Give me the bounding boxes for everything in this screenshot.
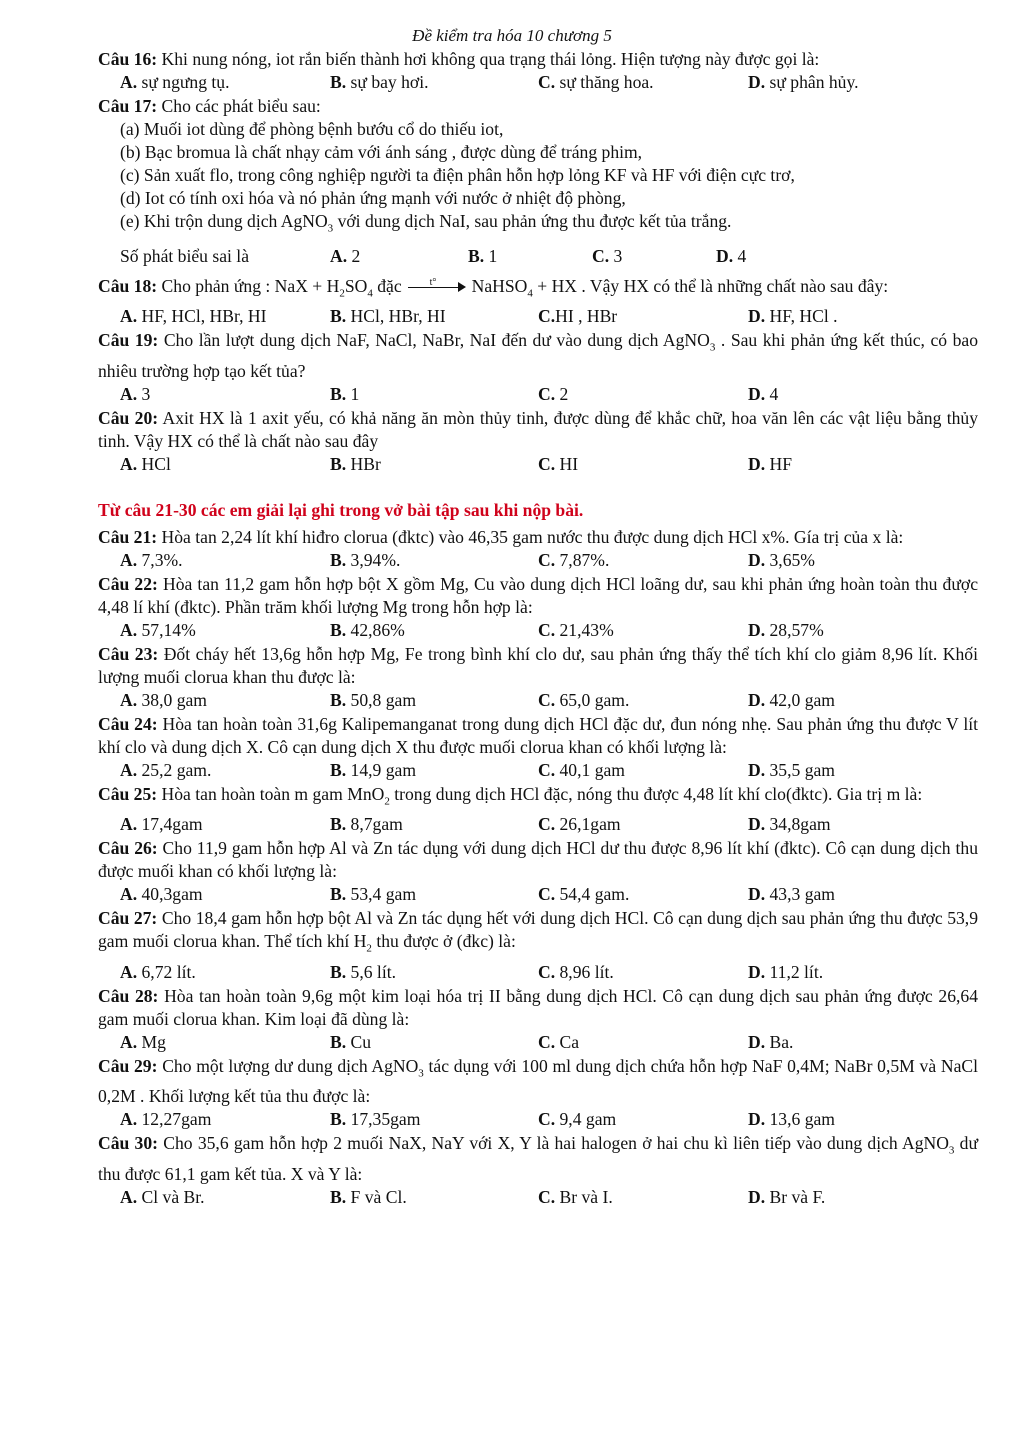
options-25	[120, 813, 978, 837]
question-number: Câu 28:	[98, 985, 159, 1006]
option-b: B. 42,86%	[330, 619, 405, 640]
question-29: Câu 29: Cho một lượng dư dung dịch AgNO$_3$ tác dụng với 100 ml dung dịch chứa hỗn hợp NaF 0,4M; NaBr 0,5M và NaCl 0,2M . Khối lượng kết tủa thu được là:	[98, 1055, 979, 1107]
option-b: B. 14,9 gam	[330, 759, 417, 780]
option-c: C. 8,96 lít.	[538, 961, 614, 982]
question-number: Câu 21:	[98, 526, 158, 547]
option-c: C. 21,43%	[538, 619, 614, 640]
question-number: Câu 16:	[98, 49, 158, 69]
option-a: A. 3	[120, 383, 151, 404]
question-number: Câu 26:	[98, 838, 158, 859]
option-d: D. 11,2 lít.	[748, 961, 824, 982]
option-c: C. 9,4 gam	[538, 1109, 617, 1130]
question-26	[98, 837, 978, 883]
option-c: C.HI , HBr	[538, 306, 618, 327]
options-24	[120, 759, 978, 783]
question-17	[98, 95, 978, 118]
statement-d: (d) Iot có tính oxi hóa và nó phản ứng mạnh với nước ở nhiệt độ phòng,	[120, 188, 626, 208]
option-a: A. 12,27gam	[120, 1109, 212, 1130]
option-c: C. 3	[592, 245, 623, 266]
question-16	[98, 48, 978, 71]
option-b: B. F và Cl.	[330, 1186, 407, 1207]
question-30: Câu 30: Cho 35,6 gam hỗn hợp 2 muối NaX, NaY với X, Y là hai halogen ở hai chu kì liên tiếp vào dung dịch AgNO$_3$ dư thu được 61,1 gam kết tủa. X và Y là:	[98, 1133, 979, 1184]
option-d: D. HF, HCl .	[748, 306, 838, 327]
question-23	[98, 643, 978, 689]
question-number: Câu 30:	[98, 1133, 158, 1154]
option-b: B. 5,6 lít.	[330, 961, 396, 982]
page-header: Đề kiểm tra hóa 10 chương 5	[412, 26, 612, 45]
option-a: A. 17,4gam	[120, 814, 203, 835]
question-number: Câu 24:	[98, 713, 158, 734]
options-30	[120, 1186, 978, 1210]
option-a: A. 6,72 lít.	[120, 961, 196, 982]
option-b: B. 50,8 gam	[330, 689, 417, 710]
question-text: Khi nung nóng, iot rắn biến thành hơi không qua trạng thái lỏng. Hiện tượng này được gọi là:	[157, 49, 820, 69]
option-c: C. Ca	[538, 1031, 580, 1052]
option-b: B. 8,7gam	[330, 814, 403, 835]
options-26	[120, 883, 978, 907]
option-b: B. HBr	[330, 453, 381, 474]
options-21	[120, 549, 978, 573]
options-22	[120, 619, 978, 643]
options-19	[120, 383, 978, 407]
option-d: D. 28,57%	[748, 619, 824, 640]
option-a: A. Cl và Br.	[120, 1186, 205, 1207]
option-d: D. Br và F.	[748, 1186, 826, 1207]
question-text: Cho các phát biểu sau:	[157, 96, 321, 116]
option-a: A. sự ngưng tụ.	[120, 72, 230, 92]
option-b: B. 53,4 gam	[330, 884, 417, 905]
statement-e: (e) Khi trộn dung dịch AgNO$_3$ với dung dịch NaI, sau phản ứng thu được kết tủa trắng.	[120, 211, 732, 235]
option-b: B. 3,94%.	[330, 549, 401, 570]
question-20	[98, 407, 978, 453]
options-27	[120, 961, 978, 985]
options-29	[120, 1108, 978, 1132]
question-text: Hòa tan hoàn toàn 9,6g một kim loại hóa trị II bằng dung dịch HCl. Cô cạn dung dịch sau phản ứng được 26,64 gam muối clorua khan. Kim loại đã dùng là:	[98, 985, 978, 1029]
option-a: A. 57,14%	[120, 619, 196, 640]
question-number: Câu 17:	[98, 96, 158, 116]
option-d: D. Ba.	[748, 1031, 794, 1052]
options-23	[120, 689, 978, 713]
option-c: C. Br và I.	[538, 1186, 613, 1207]
option-b: B. 17,35gam	[330, 1109, 421, 1130]
option-d: D. 4	[716, 245, 747, 266]
option-a: A. 7,3%.	[120, 549, 183, 570]
option-c: C. 54,4 gam.	[538, 884, 630, 905]
option-c: C. HI	[538, 453, 579, 474]
question-28	[98, 985, 978, 1031]
question-21	[98, 526, 978, 549]
question-22	[98, 573, 978, 619]
option-b: B. sự bay hơi.	[330, 72, 429, 92]
option-b: B. 1	[468, 245, 498, 266]
options-28	[120, 1031, 978, 1055]
exam-content	[98, 48, 978, 1210]
options-20	[120, 453, 978, 477]
question-number: Câu 29:	[98, 1055, 158, 1076]
option-c: C. 65,0 gam.	[538, 689, 630, 710]
question-text: Cho 11,9 gam hỗn hợp Al và Zn tác dụng với dung dịch HCl dư thu được 8,96 lít khí (đktc). Cô cạn dung dịch thu được muối khan có khối lượng là:	[98, 838, 978, 882]
option-d: D. 43,3 gam	[748, 884, 835, 905]
option-a: A. 2	[330, 245, 361, 266]
count-label: Số phát biểu sai là	[120, 245, 249, 266]
options-18	[120, 305, 978, 329]
option-d: D. 42,0 gam	[748, 689, 835, 710]
question-text: Axit HX là 1 axit yếu, có khả năng ăn mòn thủy tinh, được dùng để khắc chữ, hoa văn lên các vật liệu bằng thủy tinh. Vậy HX có thể là chất nào sau đây	[98, 407, 979, 451]
question-19: Câu 19: Cho lần lượt dung dịch NaF, NaCl, NaBr, NaI đến dư vào dung dịch AgNO$_3$ . Sau khi phản ứng kết thúc, có bao nhiêu trường hợp tạo kết tủa?	[98, 330, 978, 381]
option-d: D. 4	[748, 383, 779, 404]
section-notice: Từ câu 21-30 các em giải lại ghi trong vở bài tập sau khi nộp bài.	[98, 499, 584, 520]
option-b: B. 1	[330, 383, 360, 404]
option-d: D. 35,5 gam	[748, 759, 835, 780]
question-number: Câu 20:	[98, 407, 159, 428]
option-b: B. Cu	[330, 1031, 372, 1052]
question-number: Câu 22:	[98, 573, 158, 594]
option-c: C. 26,1gam	[538, 814, 621, 835]
option-a: A. 40,3gam	[120, 884, 203, 905]
question-number: Câu 27:	[98, 908, 158, 929]
option-d: D. 3,65%	[748, 549, 815, 570]
question-27: Câu 27: Cho 18,4 gam hỗn hợp bột Al và Zn tác dụng hết với dung dịch HCl. Cô cạn dung dịch sau phản ứng thu được 53,9 gam muối clorua khan. Thể tích khí $H_2$ thu được ở (đkc) là:	[98, 908, 978, 955]
question-text: Hòa tan hoàn toàn 31,6g Kalipemanganat trong dung dịch HCl đặc dư, đun nóng nhẹ. Sau phản ứng thu được V lít khí clo và dung dịch X. Cô cạn dung dịch X thu được muối clorua khan có khối lượng là:	[98, 713, 978, 757]
question-text: Đốt cháy hết 13,6g hỗn hợp Mg, Fe trong bình khí clo dư, sau phản ứng thấy thể tích khí clo giảm 8,96 lít. Khối lượng muối clorua khan thu được là:	[98, 643, 978, 687]
option-c: C. 7,87%.	[538, 549, 610, 570]
statement-b: (b) Bạc bromua là chất nhạy cảm với ánh sáng , được dùng để tráng phim,	[120, 142, 643, 162]
question-25: Câu 25: Hòa tan hoàn toàn m gam MnO$_2$ trong dung dịch HCl đặc, nóng thu được 4,48 lít khí clo(đktc). Gia trị m là:	[98, 783, 923, 808]
statement-a: (a) Muối iot dùng để phòng bệnh bướu cổ do thiếu iot,	[120, 119, 504, 139]
option-a: A. 38,0 gam	[120, 689, 207, 710]
option-a: A. 25,2 gam.	[120, 759, 212, 780]
option-a: A. Mg	[120, 1031, 166, 1052]
question-number: Câu 25:	[98, 783, 158, 804]
question-number: Câu 18:	[98, 275, 158, 296]
option-c: C. sự thăng hoa.	[538, 72, 654, 92]
question-text: Hòa tan 11,2 gam hỗn hợp bột X gồm Mg, Cu vào dung dịch HCl loãng dư, sau khi phản ứng hoàn toàn thu được 4,48 lí khí (đktc). Phần trăm khối lượng Mg trong hỗn hợp là:	[98, 573, 979, 617]
option-c: C. 40,1 gam	[538, 759, 625, 780]
options-16	[120, 71, 978, 95]
option-a: A. HCl	[120, 453, 171, 474]
question-text: Hòa tan 2,24 lít khí hiđro clorua (đktc) vào 46,35 gam nước thu được dung dịch HCl x%. Gía trị của x là:	[157, 526, 904, 547]
question-18: Câu 18: Cho phản ứng : NaX + $H_2SO_4$ đặc t° NaHSO$_4$ + HX . Vậy HX có thể là những chất nào sau đây:	[98, 275, 889, 300]
question-number: Câu 23:	[98, 643, 159, 664]
question-number: Câu 19:	[98, 330, 159, 351]
option-d: D. sự phân hủy.	[748, 72, 859, 92]
option-d: D. 34,8gam	[748, 814, 831, 835]
statement-c: (c) Sản xuất flo, trong công nghiệp người ta điện phân hỗn hợp lỏng KF và HF với điện cực trơ,	[120, 165, 795, 185]
option-a: A. HF, HCl, HBr, HI	[120, 306, 267, 327]
option-c: C. 2	[538, 383, 569, 404]
question-24	[98, 713, 978, 759]
option-d: D. HF	[748, 453, 792, 474]
option-d: D. 13,6 gam	[748, 1109, 835, 1130]
options-17	[120, 241, 978, 269]
option-b: B. HCl, HBr, HI	[330, 306, 446, 327]
reaction-arrow-icon: t°	[408, 280, 466, 294]
